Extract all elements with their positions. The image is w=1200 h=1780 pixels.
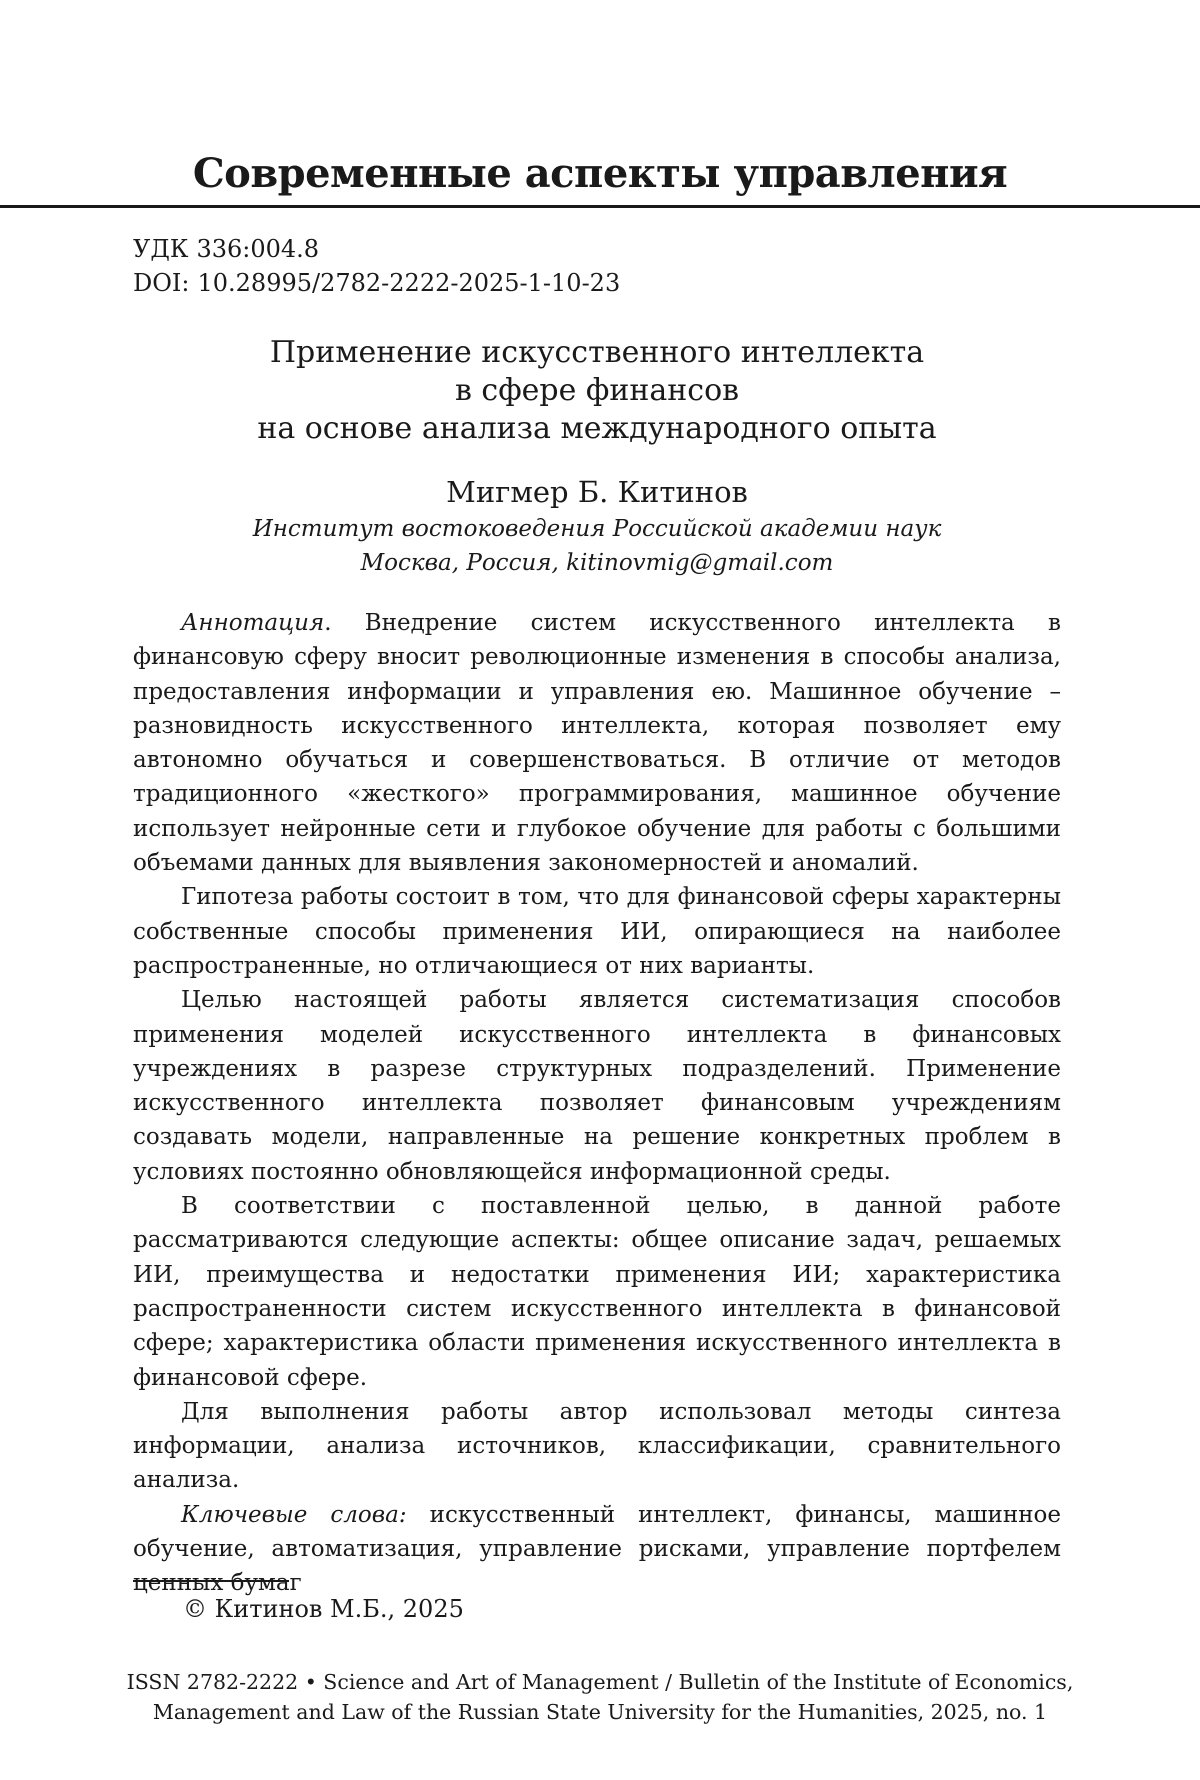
doi-row [133,266,620,300]
author-name: Мигмер Б. Китинов [446,475,748,509]
article-identifiers [133,232,620,300]
footnote-rule [133,1580,289,1582]
footer-line: ISSN 2782-2222 • Science and Art of Management / Bulletin of the Institute of Economics, [126,1670,1074,1694]
title-line: в сфере финансов [454,373,740,408]
footer-line: Management and Law of the Russian State University for the Humanities, 2025, no. 1 [152,1700,1048,1724]
doi-label: DOI: [133,269,190,297]
abstract-paragraph: Целью настоящей работы является систематизация способов применения моделей искусственного интеллекта в финансовых учреждениях в разрезе структурных подразделений. Применение искусственного интеллекта позволяет финансовым учреждениям создавать модели, направленные на решение конкретных проблем в условиях постоянно обновляющейся информационной среды. [133,987,1061,1185]
abstract-label: Аннотация [181,610,325,636]
doi-value: 10.28995/2782-2222-2025-1-10-23 [197,269,621,297]
abstract-paragraph: В соответствии с поставленной целью, в данной работе рассматриваются следующие аспекты: общее описание задач, решаемых ИИ, преимущества и недостатки применения ИИ; характеристика распространенности систем искусственного интеллекта в финансовой сфере; характеристика области применения искусственного интеллекта в финансовой сфере. [133,1193,1061,1391]
affiliation-location-email: Москва, Россия, kitinovmig@gmail.com [360,550,834,576]
keywords-paragraph [133,1498,1061,1601]
header-rule [0,205,1200,208]
abstract-block [133,606,1061,1601]
abstract-text: . Внедрение систем искусственного интеллекта в финансовую сферу вносит революционные изменения в способы анализа, предоставления информации и управления ею. Машинное обучение – разновидность искусственного интеллекта, которая позволяет ему автономно обучаться и совершенствоваться. В отличие от методов традиционного «жесткого» программирования, машинное обучение использует нейронные сети и глубокое обучение для работы с большими объемами данных для выявления закономерностей и аномалий. [133,610,1061,877]
journal-footer [100,1667,1100,1727]
title-line: на основе анализа международного опыта [257,411,937,446]
abstract-paragraph: Для выполнения работы автор использовал методы синтеза информации, анализа источников, классификации, сравнительного анализа. [133,1398,1061,1494]
article-title [133,334,1061,448]
udc-label: УДК [133,235,189,263]
abstract-paragraph [133,606,1061,880]
keywords-label: Ключевые слова: [181,1501,407,1528]
abstract-paragraph: Гипотеза работы состоит в том, что для финансовой сферы характерны собственные способы применения ИИ, опирающиеся на наиболее распространенные, но отличающиеся от них варианты. [133,884,1061,979]
udc-value: 336:004.8 [196,235,320,263]
copyright-notice: © Китинов М.Б., 2025 [183,1595,464,1623]
author-affiliation [133,512,1061,580]
title-line: Применение искусственного интеллекта [269,335,925,370]
udc-row [133,232,620,266]
section-title: Современные аспекты управления [192,150,1008,197]
affiliation-institute: Институт востоковедения Российской академии наук [252,516,942,542]
keywords-text: искусственный интеллект, финансы, машинное обучение, автоматизация, управление рисками, управление портфелем ценных бумаг [133,1501,1062,1597]
